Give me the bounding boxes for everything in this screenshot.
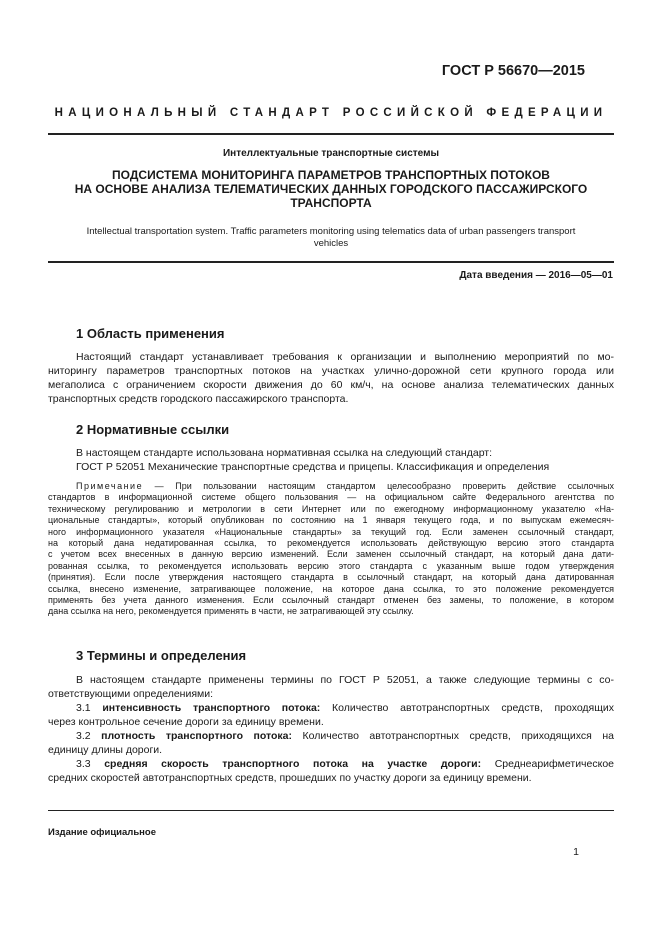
english-title-line: Intellectual transportation system. Traffic parameters monitoring using telematics data of urban passengers transport [86,226,576,237]
note-line: рованная ссылка, то рекомендуется использовать версию этого стандарта с указанным выше годом утверждения [48,560,614,571]
section-1-body [48,350,614,406]
note-first-line [48,481,614,492]
english-title-line: vehicles [313,238,349,249]
note-line: (принятия). Если после утверждения настоящего стандарта в ссылочный стандарт, на который дана датированная [48,572,614,583]
term-continuation: единицу длины дороги. [48,744,163,756]
body-line: Настоящий стандарт устанавливает требования к организации и выполнению мероприятий по мо- [76,351,614,363]
national-standard-banner: НАЦИОНАЛЬНЫЙ СТАНДАРТ РОССИЙСКОЙ ФЕДЕРАЦИИ [54,107,608,119]
note-text: — При пользовании настоящим стандартом целесообразно проверить действие ссылочных [143,481,614,491]
note-line: техническому регулированию и метрологии в сети Интернет или по ежегодному информационному указателю «На- [48,503,614,514]
section-3-body [48,673,614,785]
term-3-3 [48,757,614,771]
english-title [48,226,614,250]
gost-number: ГОСТ Р 56670—2015 [441,63,585,79]
official-edition-label: Издание официальное [48,827,156,838]
body-line: В настоящем стандарте применены термины по ГОСТ Р 52051, а также следующие термины с со- [76,674,614,686]
term-definition: Количество автотранспортных средств, проходящих [320,702,614,714]
title-divider [48,261,614,263]
note-label: Примечание [76,481,144,491]
term-name: интенсивность транспортного потока: [102,702,321,714]
title-line: НА ОСНОВЕ АНАЛИЗА ТЕЛЕМАТИЧЕСКИХ ДАННЫХ ГОРОДСКОГО ПАССАЖИРСКОГО [74,182,588,196]
standard-title [48,168,614,210]
term-definition: Количество автотранспортных средств, приходящихся на [292,730,614,742]
term-number: 3.2 [76,730,91,742]
note-line: с учетом всех внесенных в данную версию изменений. Если заменен ссылочный стандарт, на который дана дати- [48,549,614,560]
section-2-note [48,481,614,618]
section-3-heading: 3 Термины и определения [76,648,247,663]
note-line: циональные стандарты», который опубликован по состоянию на 1 января текущего года, и по выпускам ежемесяч- [48,515,614,526]
term-number: 3.1 [76,702,91,714]
section-2-body [48,446,614,474]
page-number: 1 [573,846,579,858]
note-line: применять без учета данного изменения. Если ссылочный стандарт отменен без замены, то положение, в котором [48,595,614,606]
term-continuation: средних скоростей автотранспортных средств, прошедших по участку дороги за единицу времени. [48,772,532,784]
body-line: В настоящем стандарте использована нормативная ссылка на следующий стандарт: [76,447,493,459]
note-line: ссылка, внесено изменение, затрагивающее положение, на которое дана ссылка, то это положение рекомендуется [48,583,614,594]
section-2-heading: 2 Нормативные ссылки [76,422,230,437]
title-line: ПОДСИСТЕМА МОНИТОРИНГА ПАРАМЕТРОВ ТРАНСПОРТНЫХ ПОТОКОВ [112,168,550,182]
body-line: мегаполиса с ограничением скорости движения до 60 км/ч, на основе анализа телематических данных [48,379,614,391]
body-line: ГОСТ Р 52051 Механические транспортные средства и прицепы. Классификация и определения [76,461,550,473]
body-line: ниторингу параметров транспортных потоков на участках улично-дорожной сети крупного города или [48,365,614,377]
term-definition: Среднеарифметическое [481,758,614,770]
term-3-2 [48,729,614,743]
term-number: 3.3 [76,758,91,770]
footer-divider [48,810,614,811]
term-name: средняя скорость транспортного потока на участке дороги: [104,758,482,770]
title-line: ТРАНСПОРТА [290,196,372,210]
body-line: транспортных средств городского пассажирского транспорта. [48,393,349,405]
section-1-heading: 1 Область применения [76,326,225,341]
term-continuation: через контрольное сечение дороги за единицу времени. [48,716,324,728]
note-line: ного информационного указателя «Национальные стандарты» за текущий год. Если заменен ссылочный стандарт, [48,526,614,537]
note-line: дана ссылка на него, рекомендуется применять в части, не затрагивающей эту ссылку. [48,606,414,617]
term-name: плотность транспортного потока: [101,730,293,742]
standard-series: Интеллектуальные транспортные системы [222,148,440,159]
term-3-1 [48,701,614,715]
header-divider [48,133,614,135]
note-line: стандартов в информационной системе общего пользования — на официальном сайте Федерального агентства по [48,492,614,503]
note-line: на который дана недатированная ссылка, то рекомендуется использовать действующую версию этого стандарта [48,538,614,549]
body-line: ответствующими определениями: [48,688,214,700]
introduction-date: Дата введения — 2016—05—01 [459,270,613,281]
